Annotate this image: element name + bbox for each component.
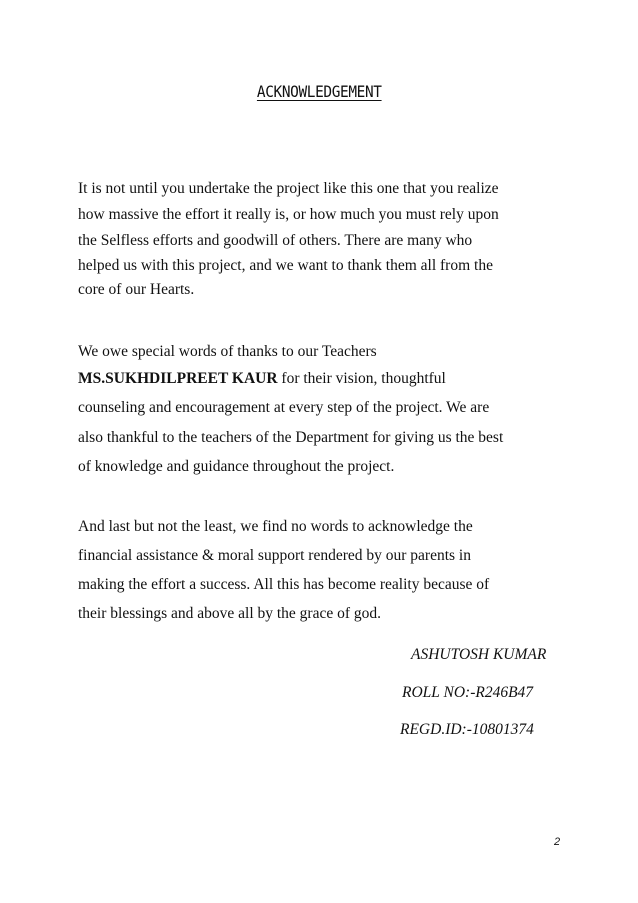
paragraph2-line: counseling and encouragement at every step of the project. We are [78,399,490,416]
teacher-name: MS.SUKHDILPREET KAUR [78,370,278,387]
paragraph3-line: their blessings and above all by the grace of god. [78,605,382,622]
paragraph1-line: It is not until you undertake the project like this one that you realize [78,180,499,197]
page-title: ACKNOWLEDGEMENT [256,82,382,101]
signature-regd: REGD.ID:-10801374 [400,721,534,738]
paragraph1-line: helped us with this project, and we want to thank them all from the [78,257,493,274]
paragraph2-line: We owe special words of thanks to our Teachers [78,343,377,360]
page-title-block [0,82,638,102]
paragraph1-line: how massive the effort it really is, or how much you must rely upon [78,206,499,223]
paragraph3-line: making the effort a success. All this has become reality because of [78,576,490,593]
paragraph3-line: And last but not the least, we find no words to acknowledge the [78,518,473,535]
paragraph2-line2-rest: for their vision, thoughtful [277,370,446,387]
paragraph2-line: also thankful to the teachers of the Department for giving us the best [78,429,504,446]
paragraph1-line: core of our Hearts. [78,281,195,298]
signature-roll: ROLL NO:-R246B47 [402,684,534,701]
paragraph1-line: the Selfless efforts and goodwill of others. There are many who [78,232,473,249]
paragraph2-line: of knowledge and guidance throughout the project. [78,458,395,475]
paragraph3-line: financial assistance & moral support rendered by our parents in [78,547,471,564]
paragraph2-line [78,369,446,389]
signature-name: ASHUTOSH KUMAR [411,646,547,663]
page-number: 2 [554,836,561,848]
